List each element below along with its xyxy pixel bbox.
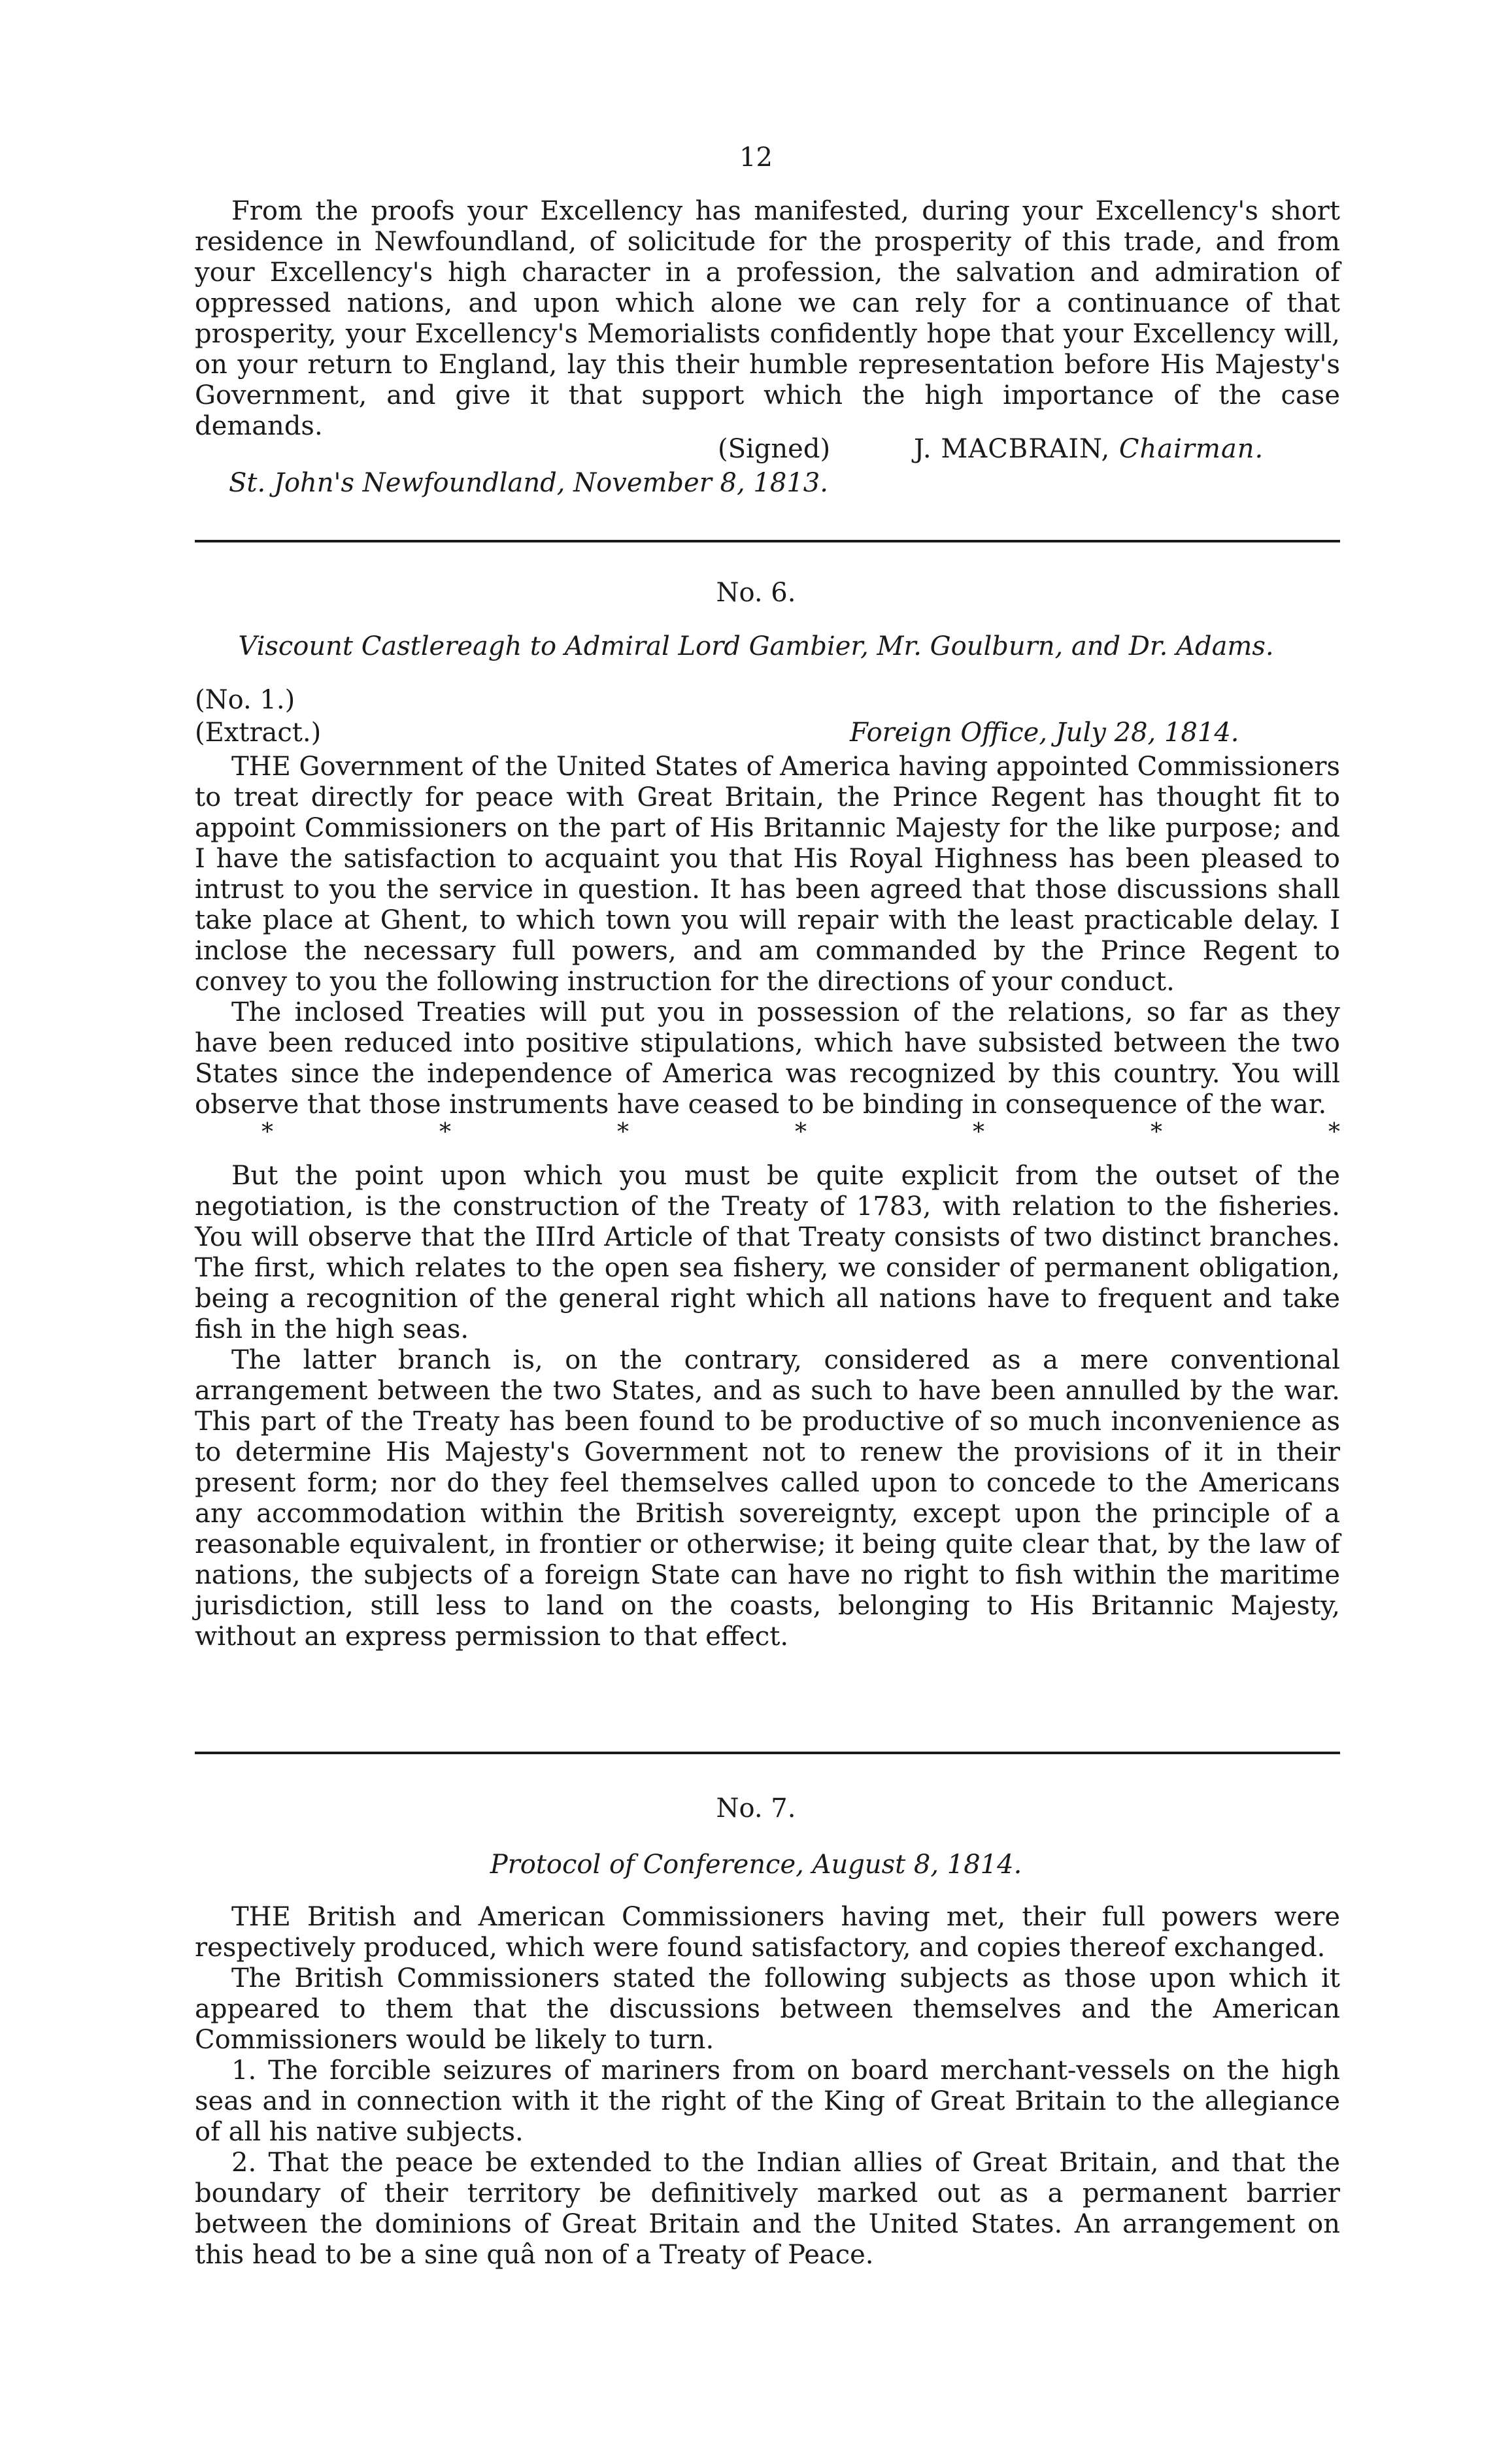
page-number: 12 bbox=[739, 142, 773, 173]
section-subtitle-no7: Protocol of Conference, August 8, 1814. bbox=[490, 1850, 1022, 1880]
reference-label bbox=[195, 685, 1340, 716]
signatory-title: Chairman. bbox=[1118, 434, 1264, 464]
section-heading-no6: No. 6. bbox=[716, 578, 796, 608]
place-date: St. John's Newfoundland, November 8, 1813. bbox=[229, 468, 828, 498]
numbered-item: 1. The forcible seizures of mariners from on board merchant-vessels on the high seas and in connection with it the right of the King of Great Britain to the allegiance of all his native subjects. bbox=[195, 2056, 1340, 2147]
signatory bbox=[914, 434, 1264, 465]
extract-label: (Extract.) bbox=[195, 718, 322, 748]
paragraph: The latter branch is, on the contrary, considered as a mere conventional arrangement between the two States, and as such to have been annulled by the war. This part of the Treaty has been found to be productive of so much inconvenience as to determine His Majesty's Government not to renew the provisions of it in their present form; nor do they feel themselves called upon to concede to the Americans any accommodation within the British sovereignty, except upon the principle of a reasonable equivalent, in frontier or otherwise; it being quite clear that, by the law of nations, the subjects of a foreign State can have no right to fish within the maritime jurisdiction, still less to land on the coasts, belonging to His Britannic Majesty, without an express permission to that effect. bbox=[195, 1345, 1340, 1652]
no7-body bbox=[195, 1902, 1340, 2271]
paragraph: The inclosed Treaties will put you in possession of the relations, so far as they have been reduced into positive stipulations, which have subsisted between the two States since the independence of America was recognized by this country. You will observe that those instruments have ceased to be binding in consequence of the war. bbox=[195, 997, 1340, 1120]
star: * bbox=[617, 1119, 629, 1146]
section-subtitle-no6: Viscount Castlereagh to Admiral Lord Gambier, Mr. Goulburn, and Dr. Adams. bbox=[238, 631, 1274, 661]
ellipsis-stars bbox=[261, 1119, 1340, 1146]
paragraph: THE Government of the United States of America having appointed Commissioners to treat directly for peace with Great Britain, the Prince Regent has thought fit to appoint Commissioners on the part of His Britannic Majesty for the like purpose; and I have the satisfaction to acquaint you that His Royal Highness has been pleased to intrust to you the service in question. It has been agreed that those discussions shall take place at Ghent, to which town you will repair with the least practicable delay. I inclose the necessary full powers, and am commanded by the Prince Regent to convey to you the following instruction for the directions of your conduct. bbox=[195, 752, 1340, 997]
paragraph: But the point upon which you must be quite explicit from the outset of the negotiation, is the construction of the Treaty of 1783, with relation to the fisheries. You will observe that the IIIrd Article of that Treaty consists of two distinct branches. The first, which relates to the open sea fishery, we consider of permanent obligation, being a recognition of the general right which all nations have to frequent and take fish in the high seas. bbox=[195, 1161, 1340, 1344]
numbered-item: 2. That the peace be extended to the Indian allies of Great Britain, and that the boundary of their territory be definitively marked out as a permanent barrier between the dominions of Great Britain and the United States. An arrangement on this head to be a sine quâ non of a Treaty of Peace. bbox=[195, 2148, 1340, 2270]
memorial-text bbox=[195, 196, 1340, 442]
star: * bbox=[973, 1119, 984, 1146]
star: * bbox=[261, 1119, 273, 1146]
star: * bbox=[1151, 1119, 1162, 1146]
memorial-paragraph: From the proofs your Excellency has manifested, during your Excellency's short residence in Newfoundland, of solicitude for the prosperity of this trade, and from your Excellency's high character in a profession, the salvation and admiration of oppressed nations, and upon which alone we can rely for a continuance of that prosperity, your Excellency's Memorialists confidently hope that your Excellency will, on your return to England, lay this their humble representation before His Majesty's Government, and give it that support which the high importance of the case demands. bbox=[195, 196, 1340, 441]
signed-label: (Signed) bbox=[718, 434, 831, 464]
star: * bbox=[439, 1119, 451, 1146]
section-divider bbox=[195, 1752, 1340, 1754]
paragraph: THE British and American Commissioners having met, their full powers were respectively produced, which were found satisfactory, and copies thereof exchanged. bbox=[195, 1902, 1340, 1963]
section-heading-no7: No. 7. bbox=[716, 1793, 796, 1823]
ref-number: (No. 1.) bbox=[195, 685, 295, 715]
dateline: Foreign Office, July 28, 1814. bbox=[850, 718, 1239, 748]
no6-body-continued bbox=[195, 1161, 1340, 1652]
no6-body bbox=[195, 752, 1340, 1120]
star: * bbox=[1328, 1119, 1340, 1146]
paragraph: The British Commissioners stated the following subjects as those upon which it appeared to them that the discussions between themselves and the American Commissioners would be likely to turn. bbox=[195, 1963, 1340, 2055]
star: * bbox=[795, 1119, 807, 1146]
signatory-name: J. MACBRAIN, bbox=[914, 434, 1111, 464]
section-divider bbox=[195, 540, 1340, 542]
